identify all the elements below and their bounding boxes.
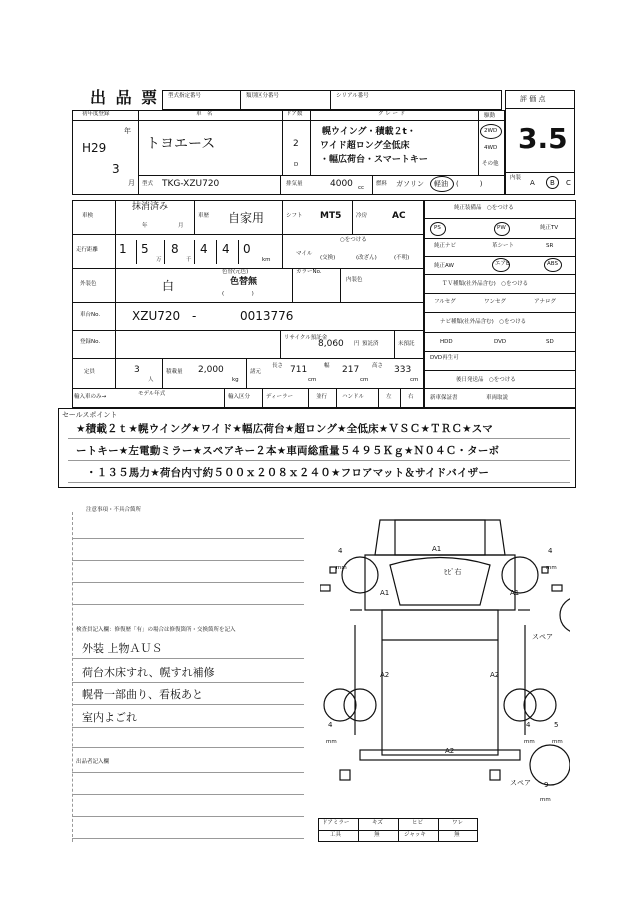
- later-manual: 車両取説: [486, 395, 509, 401]
- mileage-digit-4: 4: [200, 242, 208, 256]
- equip-aw: 純正AW: [434, 263, 454, 269]
- chassis-label: 車台No.: [80, 312, 101, 318]
- color-change-value: 色替無: [230, 277, 258, 287]
- navi-type-label: ナビ種類(社外品含む) ○をつける: [440, 319, 527, 325]
- score-label: 評 価 点: [520, 95, 546, 103]
- model-year-label: モデル年式: [138, 391, 166, 397]
- capacity-value: 3: [134, 365, 140, 375]
- doors-label: ドア数: [286, 111, 303, 117]
- use-value: 自家用: [228, 211, 265, 225]
- diagram-label-crack: ﾋﾋﾞ右: [444, 568, 462, 576]
- navi-sd: SD: [546, 339, 554, 345]
- unit-man: 万: [156, 257, 162, 263]
- caution-label: 注意事項・不具合箇所: [86, 507, 142, 513]
- grade-label: グ レ ー ド: [378, 111, 406, 117]
- reg-month: 3: [112, 162, 120, 176]
- capacity-label: 定員: [84, 369, 96, 375]
- handle-left: 左: [386, 394, 392, 400]
- recycle-undeposited: 未預託: [398, 341, 415, 347]
- mile-label: マイル: [296, 251, 313, 257]
- meter-unknown: (不明): [394, 255, 410, 261]
- drive-2wd: 2WD: [484, 128, 498, 134]
- tv-analog: アナログ: [534, 299, 557, 305]
- legend-cell-1: 工具: [330, 832, 342, 838]
- later-shipping-label: 後日発送品 ○をつける: [456, 377, 516, 383]
- interior-label: 内装: [510, 175, 522, 181]
- score-value: 3.5: [518, 122, 568, 155]
- model-label: 型式: [142, 181, 154, 187]
- color-no-label: カラーNo.: [296, 269, 322, 275]
- legend-header-2: キズ: [372, 820, 383, 826]
- drive-other: その他: [482, 161, 499, 167]
- fuel-other: ( ): [456, 180, 483, 188]
- std-equipment-label: 純正装備品 ○をつける: [454, 205, 514, 211]
- drive-label: 駆動: [484, 113, 496, 119]
- diagram-label-a1-right: A1: [510, 589, 520, 597]
- use-label: 車歴: [198, 213, 210, 219]
- shift-value: MT5: [320, 211, 342, 221]
- tire-unit-rr: mm: [524, 739, 535, 745]
- sales-line-1: ★積載２ｔ★幌ウイング★ワイド★幅広荷台★超ロング★全低床★ＶＳＣ★ＴＲＣ★スマ: [76, 423, 493, 435]
- equip-leather: 革シート: [492, 243, 515, 249]
- import-dealer: ディーラー: [266, 394, 294, 400]
- inspection-year-unit: 年: [142, 223, 148, 229]
- height-unit: cm: [410, 377, 419, 383]
- grade-line-2: ワイド超ロング全低床: [320, 141, 410, 151]
- capacity-unit: 人: [148, 377, 154, 383]
- serial-no-label: シリアル番号: [336, 93, 369, 99]
- handle-right: 右: [408, 394, 414, 400]
- header-id-box: [162, 90, 502, 110]
- tire-value-rl: 4: [328, 721, 333, 729]
- ac-label: 冷房: [356, 213, 368, 219]
- color-label: 外装色: [80, 281, 97, 287]
- import-type-label: 輸入区分: [228, 394, 251, 400]
- model-value: TKG-XZU720: [162, 179, 220, 189]
- recycle-label: リサイクル預託金: [284, 335, 328, 341]
- class-no-label: 類別区分番号: [246, 93, 280, 99]
- chassis-number: 0013776: [240, 309, 294, 323]
- mileage-digit-6: 0: [243, 242, 251, 256]
- tire-value-rr-outer: 5: [554, 721, 559, 729]
- first-reg-label: 初年度登録: [82, 111, 110, 117]
- inspector-note-3: 幌骨一部曲り、看板あと: [82, 688, 203, 701]
- color-change-label: 色替(元色): [222, 269, 249, 275]
- mileage-digit-1: 1: [119, 242, 127, 256]
- unit-sen: 千: [186, 257, 192, 263]
- tire-value-spare: 9: [544, 781, 549, 789]
- mileage-digit-5: 4: [222, 242, 230, 256]
- equip-navi: 純正ナビ: [434, 243, 457, 249]
- ac-value: AC: [392, 211, 406, 221]
- doors-value: 2: [293, 139, 299, 149]
- grade-line-1: 幌ウイング・積載２t・: [322, 127, 416, 137]
- dvd-playback-label: DVD再生可: [430, 355, 459, 361]
- chassis-dash: -: [192, 309, 197, 323]
- tire-value-fl: 4: [338, 547, 343, 555]
- load-value: 2,000: [198, 365, 224, 375]
- tv-type-label: ＴＶ種類(社外品含む) ○をつける: [442, 281, 529, 287]
- navi-dvd: DVD: [494, 339, 507, 345]
- interior-color-label: 内装色: [346, 277, 363, 283]
- recycle-unit: 円: [354, 341, 360, 347]
- width-unit: cm: [360, 377, 369, 383]
- tire-unit-rl: mm: [326, 739, 337, 745]
- sales-line-3: ・１３５馬力★荷台内寸約５００ｘ２０８ｘ２４０★フロアマット＆サイドバイザー: [86, 467, 490, 479]
- recycle-deposited: 預託済: [362, 341, 379, 347]
- unit-km: km: [262, 257, 271, 263]
- displacement-value: 4000: [330, 179, 353, 189]
- drive-4wd: 4WD: [484, 145, 498, 151]
- month-unit: 月: [128, 179, 135, 187]
- inspector-note-4: 室内よごれ: [82, 711, 137, 724]
- year-unit: 年: [124, 127, 131, 135]
- displacement-label: 排気量: [286, 181, 303, 187]
- grade-line-3: ・幅広荷台・スマートキー: [320, 155, 428, 165]
- inspector-note-1: 外装 上物ＡＵＳ: [82, 642, 163, 655]
- legend-cell-3: ジャッキ: [404, 832, 426, 838]
- inspector-label: 検査員記入欄：修復歴「有」の場合は修復箇所・交換箇所を記入: [76, 627, 236, 633]
- mile-mark-label: ○をつける: [340, 237, 367, 243]
- equip-ps: PS: [434, 225, 441, 231]
- inspector-note-2: 荷台木床すれ、幌すれ補修: [82, 666, 215, 679]
- legend-header-1: ドアミラー: [322, 820, 350, 826]
- length-unit: cm: [308, 377, 317, 383]
- diagram-label-a1-top: A1: [432, 545, 442, 553]
- mileage-digit-3: 8: [171, 242, 179, 256]
- equip-pw: PW: [497, 225, 506, 231]
- truck-diagram: [320, 515, 570, 815]
- fuel-diesel: 軽油: [434, 180, 448, 188]
- load-label: 積載量: [166, 369, 183, 375]
- diagram-label-a2-bottom: A2: [445, 747, 455, 755]
- fuel-label: 燃料: [376, 181, 388, 187]
- height-value: 333: [394, 365, 412, 375]
- import-label: 輸入車のみ→: [74, 394, 107, 400]
- width-label: 幅: [324, 363, 330, 369]
- length-value: 711: [290, 365, 308, 375]
- recycle-value: 8,060: [318, 339, 344, 349]
- document-title: 出 品 票: [90, 88, 160, 107]
- dim-label: 諸元: [250, 369, 262, 375]
- height-label: 高さ: [372, 363, 384, 369]
- interior-a: A: [530, 179, 535, 187]
- tire-value-rr: 4: [526, 721, 531, 729]
- meter-tamper: (改ざん): [356, 255, 377, 261]
- equip-tv: 純正TV: [540, 225, 559, 231]
- legend-header-3: ヒビ: [412, 820, 424, 826]
- chassis-model: XZU720: [132, 309, 181, 323]
- tire-unit-spare: mm: [540, 797, 551, 803]
- doors-unit: D: [294, 162, 299, 168]
- tire-unit-fl: mm: [336, 565, 347, 571]
- tire-unit-fr: mm: [546, 565, 557, 571]
- inspection-label: 車検: [82, 213, 94, 219]
- load-unit: kg: [232, 377, 239, 383]
- interior-c: C: [566, 179, 571, 187]
- inspection-value: 抹消済み: [132, 202, 169, 212]
- legend-cell-2: 無: [374, 832, 380, 838]
- reg-no-label: 登録No.: [80, 339, 101, 345]
- diagram-label-spare-2: スペア: [510, 779, 531, 787]
- registration-box: [72, 200, 424, 408]
- sales-line-2: ートキー★左電動ミラー★スペアキー２本★車両総重量５４９５Ｋｇ★Ｎ０４Ｃ・ターボ: [76, 445, 500, 457]
- diagram-label-a2-left: A2: [380, 671, 390, 679]
- color-value: 白: [162, 279, 175, 293]
- sales-point-label: セールスポイント: [62, 411, 118, 419]
- car-name-label: 車 名: [196, 111, 213, 117]
- import-parallel: 並行: [316, 394, 328, 400]
- length-label: 長さ: [272, 363, 284, 369]
- legend-cell-4: 無: [454, 832, 460, 838]
- width-value: 217: [342, 365, 360, 375]
- car-name: トヨエース: [146, 136, 216, 152]
- handle-label: ハンドル: [342, 394, 365, 400]
- fuel-gasoline: ガソリン: [396, 180, 424, 188]
- navi-hdd: HDD: [440, 339, 453, 345]
- tv-oneseg: ワンセグ: [484, 299, 507, 305]
- mileage-digit-2: 5: [141, 242, 149, 256]
- diagram-label-a1-left: A1: [380, 589, 390, 597]
- diagram-label-spare-1: スペア: [532, 633, 553, 641]
- tire-value-fr: 4: [548, 547, 553, 555]
- interior-b: B: [550, 179, 555, 187]
- equip-airbag: エアB: [495, 261, 510, 267]
- tire-unit-rr-outer: mm: [552, 739, 563, 745]
- inspection-month-unit: 月: [178, 223, 184, 229]
- reg-year: H29: [82, 141, 107, 155]
- diagram-label-a2-right: A2: [490, 671, 500, 679]
- mileage-label: 走行距離: [76, 247, 99, 253]
- displacement-unit: cc: [358, 185, 365, 191]
- legend-header-4: ワレ: [452, 820, 464, 826]
- type-spec-label: 型式指定番号: [168, 93, 202, 99]
- meter-exchange: (交換): [320, 255, 336, 261]
- equip-sr: SR: [546, 243, 554, 249]
- shift-label: シフト: [286, 213, 303, 219]
- equip-abs: ABS: [547, 261, 558, 267]
- tv-fullseg: フルセグ: [434, 299, 456, 305]
- later-warranty: 新車保証書: [430, 395, 458, 401]
- seller-note-label: 出品者記入欄: [76, 759, 110, 765]
- color-change-paren: ( ): [222, 291, 254, 297]
